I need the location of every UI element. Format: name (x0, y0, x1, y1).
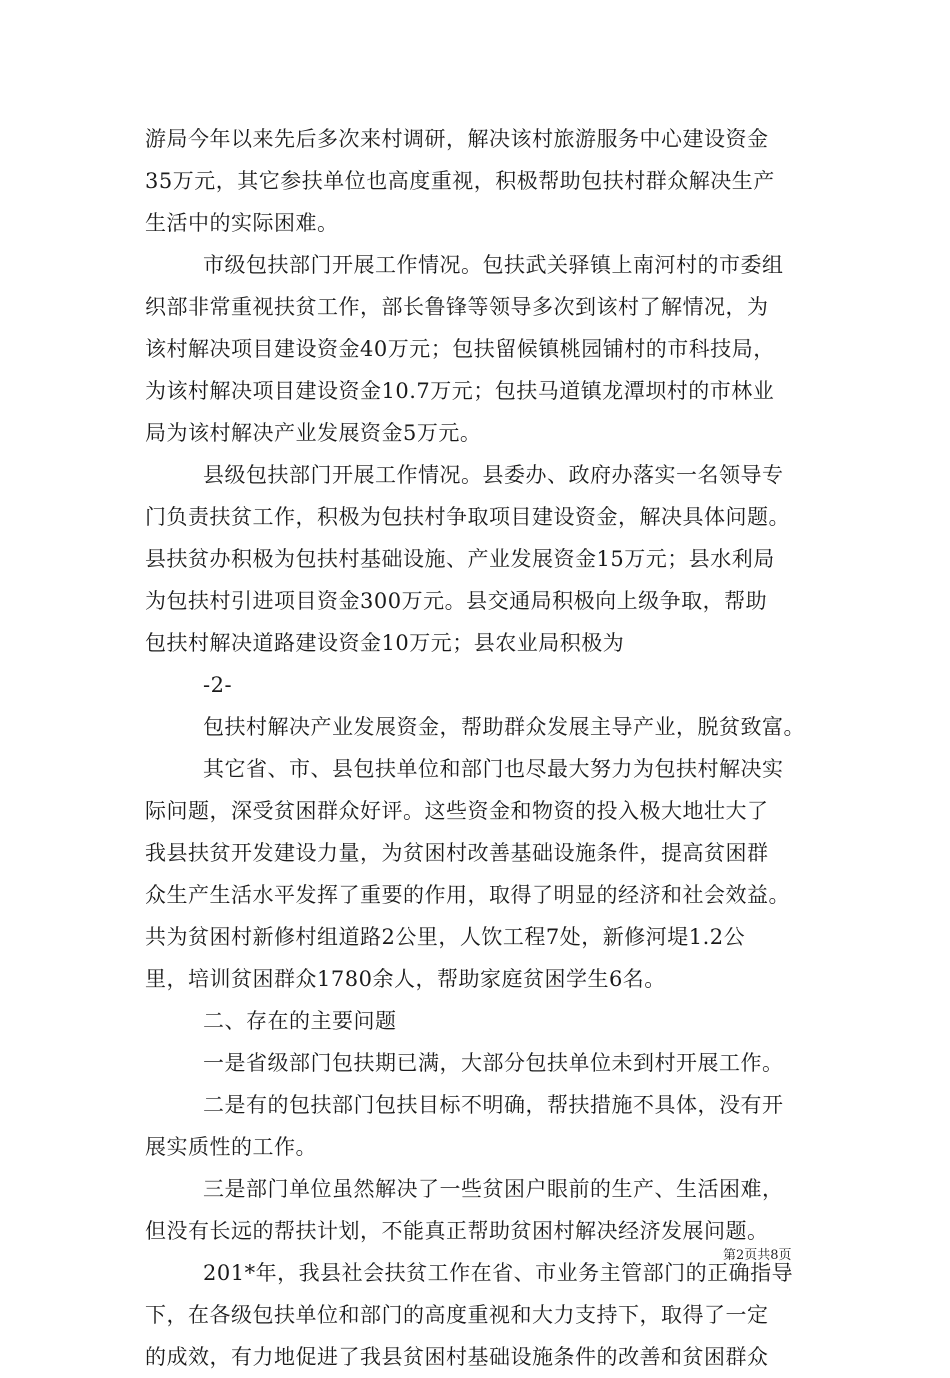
text-line: 市级包扶部门开展工作情况。包扶武关驿镇上南河村的市委组 (203, 253, 784, 277)
text-line: 我县扶贫开发建设力量，为贫困村改善基础设施条件，提高贫困群 (145, 841, 769, 865)
text-line: 但没有长远的帮扶计划，不能真正帮助贫困村解决经济发展问题。 (145, 1219, 769, 1243)
text-line: 里，培训贫困群众1780余人，帮助家庭贫困学生6名。 (145, 967, 666, 991)
text-line: 二是有的包扶部门包扶目标不明确，帮扶措施不具体，没有开 (203, 1093, 784, 1117)
text-line: 县级包扶部门开展工作情况。县委办、政府办落实一名领导专 (203, 463, 784, 487)
text-line: 众生产生活水平发挥了重要的作用，取得了明显的经济和社会效益。 (145, 883, 790, 907)
text-line: 该村解决项目建设资金40万元；包扶留候镇桃园铺村的市科技局， (145, 337, 775, 361)
text-line: 生活中的实际困难。 (145, 211, 339, 235)
page-number-footer: 第2页共8页 (723, 1248, 792, 1263)
text-line: 织部非常重视扶贫工作，部长鲁锋等领导多次到该村了解情况，为 (145, 295, 769, 319)
text-line: 的成效，有力地促进了我县贫困村基础设施条件的改善和贫困群众 (145, 1345, 769, 1369)
page-marker: -2- (203, 673, 233, 697)
text-line: 一是省级部门包扶期已满，大部分包扶单位未到村开展工作。 (203, 1051, 784, 1075)
text-line: 下，在各级包扶单位和部门的高度重视和大力支持下，取得了一定 (145, 1303, 769, 1327)
text-line: 35万元，其它参扶单位也高度重视，积极帮助包扶村群众解决生产 (145, 169, 775, 193)
document-body (145, 118, 825, 1378)
text-line: 包扶村解决产业发展资金，帮助群众发展主导产业，脱贫致富。 (203, 715, 805, 739)
text-line: 其它省、市、县包扶单位和部门也尽最大努力为包扶村解决实 (203, 757, 784, 781)
text-line: 三是部门单位虽然解决了一些贫困户眼前的生产、生活困难， (203, 1177, 784, 1201)
text-line: 游局今年以来先后多次来村调研，解决该村旅游服务中心建设资金 (145, 127, 769, 151)
section-heading: 二、存在的主要问题 (203, 1009, 397, 1033)
text-line: 为该村解决项目建设资金10.7万元；包扶马道镇龙潭坝村的市林业 (145, 379, 775, 403)
text-line: 局为该村解决产业发展资金5万元。 (145, 421, 482, 445)
text-line: 门负责扶贫工作，积极为包扶村争取项目建设资金，解决具体问题。 (145, 505, 790, 529)
text-line: 为包扶村引进项目资金300万元。县交通局积极向上级争取，帮助 (145, 589, 768, 613)
text-line: 201*年，我县社会扶贫工作在省、市业务主管部门的正确指导 (203, 1261, 794, 1285)
text-line: 县扶贫办积极为包扶村基础设施、产业发展资金15万元；县水利局 (145, 547, 775, 571)
text-line: 共为贫困村新修村组道路2公里，人饮工程7处，新修河堤1.2公 (145, 925, 746, 949)
text-line: 包扶村解决道路建设资金10万元；县农业局积极为 (145, 631, 625, 655)
text-line: 展实质性的工作。 (145, 1135, 317, 1159)
text-line: 际问题，深受贫困群众好评。这些资金和物资的投入极大地壮大了 (145, 799, 769, 823)
